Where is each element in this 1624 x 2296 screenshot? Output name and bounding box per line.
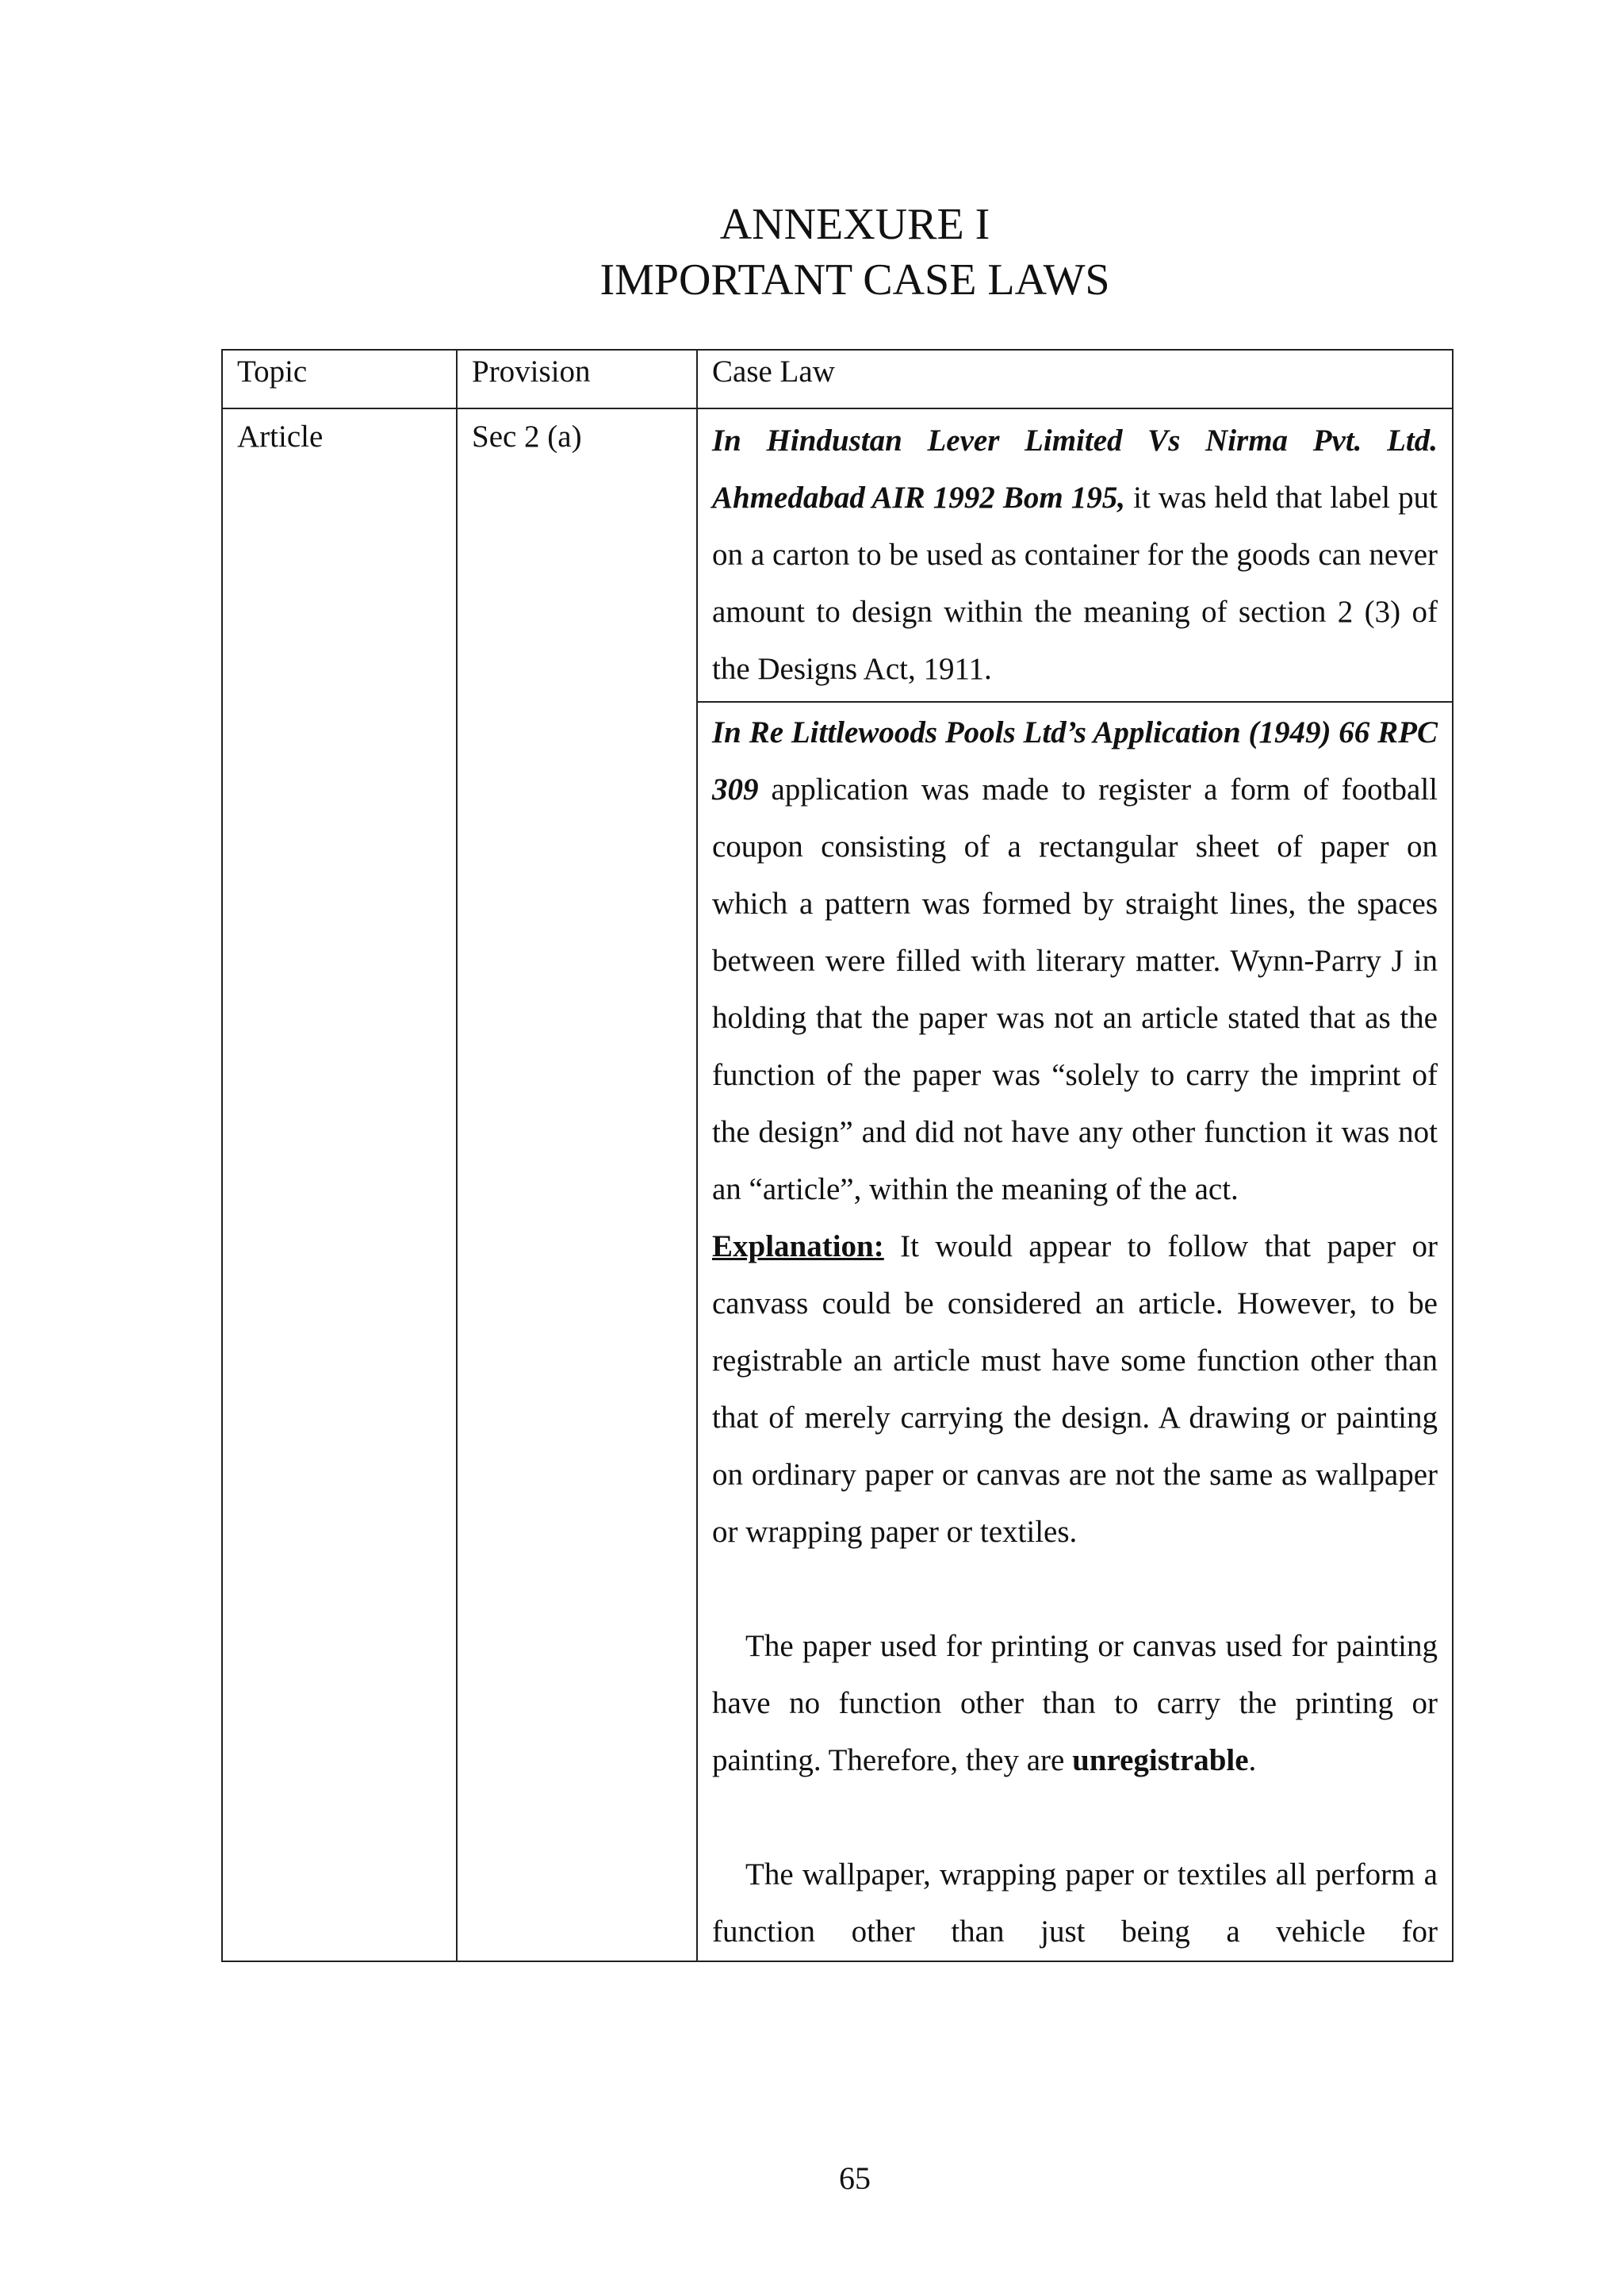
annexure-title: ANNEXURE I [719,200,990,249]
paragraph-text: The wallpaper, wrapping paper or textiles all perform a function other than just being a vehicle for [712,1857,1438,1949]
paragraph-gap [712,1561,1438,1618]
case-text: it was held that label put on a carton to be used as container for the goods can never amount to design within the meaning of section 2 (3) of the Designs Act, 1911. [712,481,1438,686]
explanation-paragraph [712,1218,1438,1561]
page-number: 65 [839,2160,871,2196]
header-topic: Topic [222,350,457,408]
emphasis-unregistrable: unregistrable [1072,1743,1249,1777]
case-law-cell-2 [697,702,1453,1961]
cell-provision: Sec 2 (a) [457,408,697,1961]
table-row [222,408,1453,702]
case-paragraph [712,704,1438,1218]
cell-topic: Article [222,408,457,1961]
annexure-subtitle: IMPORTANT CASE LAWS [599,255,1110,305]
header-case-law: Case Law [697,350,1453,408]
paragraph-gap [712,1789,1438,1846]
paragraph-text: The paper used for printing or canvas used for painting have no function other than to carry the printing or painting. Therefore, they are [712,1629,1438,1777]
paragraph-unregistrable [712,1618,1438,1789]
paragraph-end: . [1248,1743,1257,1777]
header-provision: Provision [457,350,697,408]
case-text: application was made to register a form of football coupon consisting of a rectangular sheet of paper on which a pattern was formed by straight lines, the spaces between were filled with literary matter. Wynn-Parry J in holding that the paper was not an article stated that as the function of the paper was “solely to carry the imprint of the design” and did not have any other function it was not an “article”, within the meaning of the act. [712,772,1438,1206]
table-header-row [222,350,1453,408]
explanation-text: It would appear to follow that paper or canvass could be considered an article. However, to be registrable an article must have some function other than that of merely carrying the design. A drawing or painting on ordinary paper or canvas are not the same as wallpaper or wrapping paper or textiles. [712,1229,1438,1549]
explanation-label: Explanation: [712,1229,884,1263]
case-law-table [221,349,1454,1962]
paragraph-wallpaper [712,1846,1438,1961]
case-paragraph [712,412,1438,698]
case-law-cell-1 [697,408,1453,702]
case-citation: In Hindustan Lever Limited Vs Nirma Pvt. Ltd. Ahmedabad AIR 1992 Bom 195, [712,424,1438,515]
case-citation: In Re Littlewoods Pools Ltd’s Application (1949) 66 RPC 309 [712,715,1438,807]
